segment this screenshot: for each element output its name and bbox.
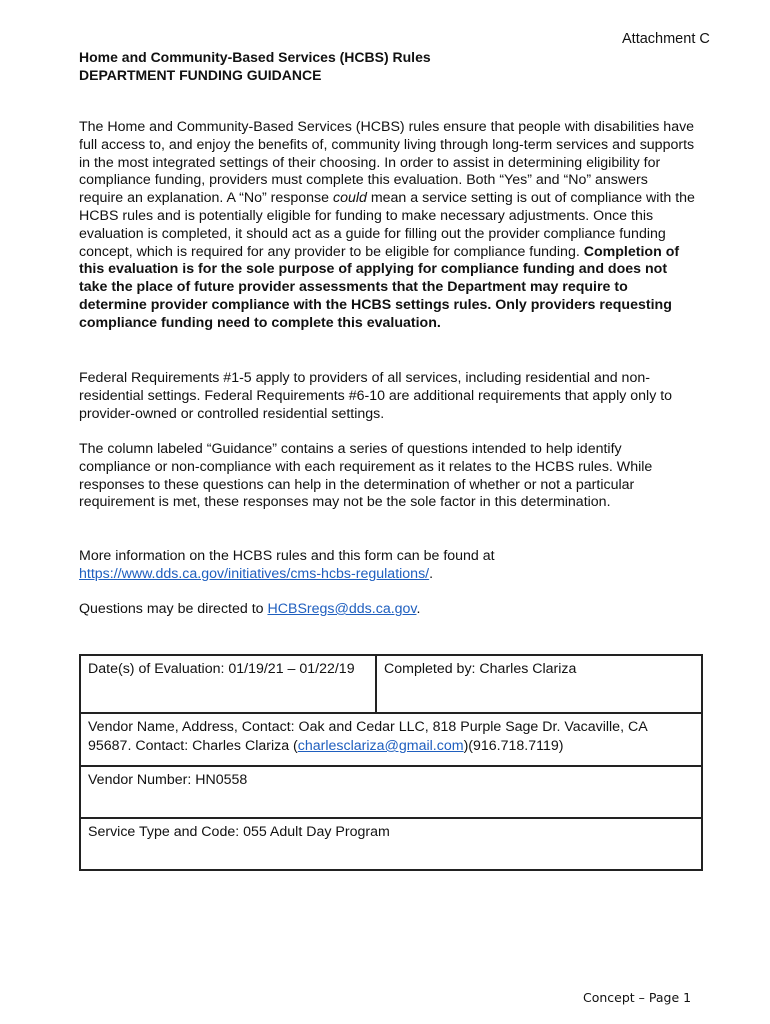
- hcbs-email-link[interactable]: HCBSregs@dds.ca.gov: [267, 601, 417, 617]
- evaluation-dates-cell: Date(s) of Evaluation: 01/19/21 – 01/22/19: [80, 655, 376, 713]
- federal-text: Federal Requirements #1-5 apply to providers of all services, including residential and non-residential settings. Federal Requirements #6-10 are additional requirements that apply only to provider-owned or controlled residential settings.: [79, 370, 673, 422]
- intro-italic: could: [332, 190, 367, 207]
- completed-by-cell: Completed by: Charles Clariza: [376, 655, 702, 713]
- attachment-label: Attachment C: [622, 31, 710, 47]
- guidance-text: The column labeled “Guidance” contains a series of questions intended to help identify compliance or non-compliance with each requirement as it relates to the HCBS rules. While responses to these questions can help in the determination of whether or not a particular requirement is met, these responses may not be the sole factor in this determination.: [79, 441, 653, 511]
- questions-text: Questions may be directed to: [79, 601, 268, 617]
- table-row: [80, 713, 702, 766]
- intro-text-2: mean a service setting is out of compliance with the HCBS rules and is potentially eligible for funding to make necessary adjustments. Once this evaluation is completed, it should act as a guide for filling out the provider compliance funding concept, which is required for any provider to be eligible for compliance funding.: [79, 190, 695, 260]
- vendor-text: Vendor Name, Address, Contact: Oak and Cedar LLC, 818 Purple Sage Dr. Vacaville, CA 95687. Contact: Charles Clariza (: [88, 719, 647, 754]
- intro-bold-notice: Completion of this evaluation is for the sole purpose of applying for compliance funding and does not take the place of future provider assessments that the Department may require to determine provider compliance with the HCBS settings rules. Only providers requesting compliance funding need to complete this evaluation.: [79, 243, 680, 331]
- intro-paragraph: [79, 119, 695, 333]
- more-info-end: .: [429, 565, 434, 582]
- vendor-number-cell: Vendor Number: HN0558: [80, 766, 702, 818]
- title-line-1: Home and Community-Based Services (HCBS) Rules: [79, 49, 431, 65]
- page-footer: Concept – Page 1: [583, 990, 692, 1005]
- table-row: [80, 766, 702, 818]
- title-line-2: DEPARTMENT FUNDING GUIDANCE: [79, 67, 322, 83]
- questions-end: .: [416, 601, 421, 617]
- table-row: [80, 655, 702, 713]
- intro-text-1: The Home and Community-Based Services (HCBS) rules ensure that people with disabilities have full access to, and enjoy the benefits of, community living through long-term services and supports in the most integrated settings of their choosing. In order to assist in determining eligibility for compliance funding, providers must complete this evaluation. Both “Yes” and “No” answers require an explanation. A “No” response: [79, 119, 695, 207]
- table-row: [80, 818, 702, 870]
- vendor-name-cell: [80, 713, 702, 766]
- more-info-text: More information on the HCBS rules and this form can be found at: [79, 548, 495, 564]
- hcbs-regulations-link[interactable]: https://www.dds.ca.gov/initiatives/cms-hcbs-regulations/: [79, 565, 430, 582]
- guidance-paragraph: [79, 441, 695, 512]
- vendor-email-link[interactable]: charlesclariza@gmail.com: [297, 738, 464, 754]
- more-info-paragraph: [79, 548, 695, 584]
- vendor-phone: )(916.718.7119): [463, 738, 564, 754]
- questions-paragraph: [79, 601, 695, 619]
- service-type-cell: Service Type and Code: 055 Adult Day Program: [80, 818, 702, 870]
- federal-requirements-paragraph: [79, 370, 695, 423]
- evaluation-info-table: [79, 654, 703, 871]
- page-title: [79, 48, 431, 84]
